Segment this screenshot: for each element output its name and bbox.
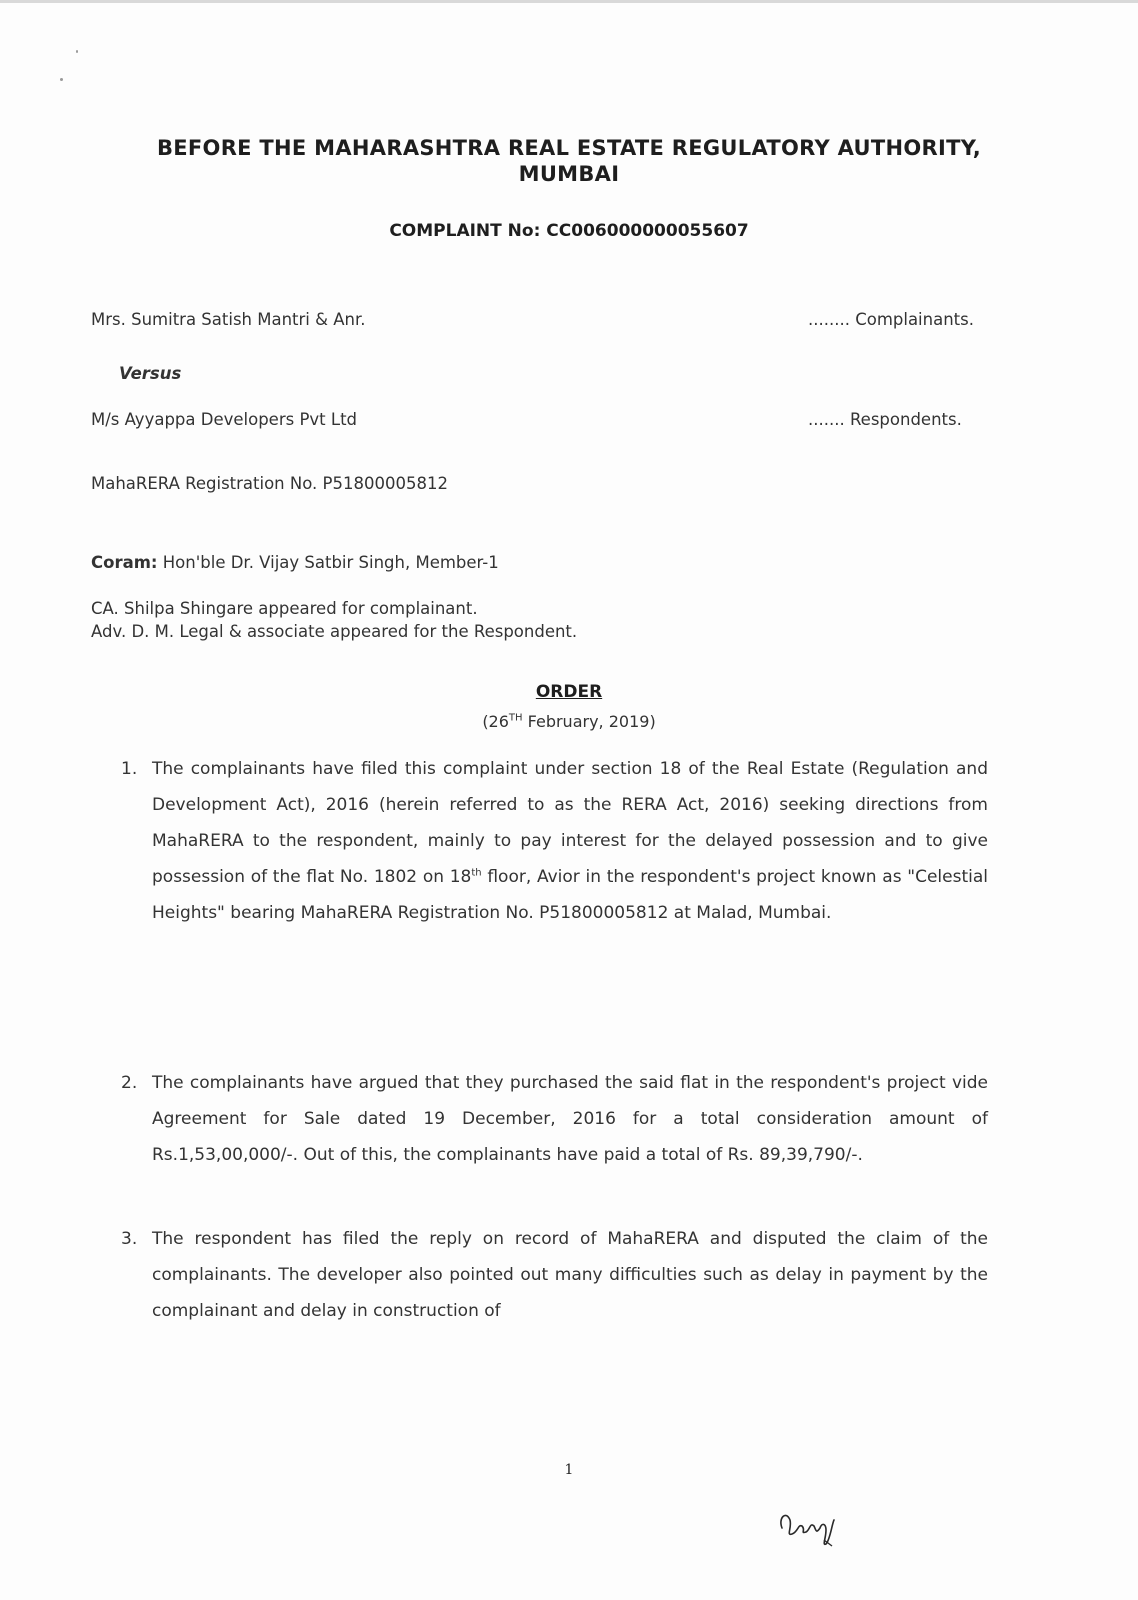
coram-text: Hon'ble Dr. Vijay Satbir Singh, Member-1 xyxy=(162,553,499,572)
order-title: ORDER xyxy=(535,682,603,702)
respondent-role: ....... Respondents. xyxy=(808,410,962,429)
versus-label: Versus xyxy=(119,364,182,383)
authority-city: MUMBAI xyxy=(518,162,620,186)
coram-label: Coram: xyxy=(91,553,158,572)
authority-title: BEFORE THE MAHARASHTRA REAL ESTATE REGULATORY AUTHORITY, xyxy=(156,136,982,160)
paragraph-1: 1. The complainants have filed this complaint under section 18 of the Real Estate (Regulation and Development Act), 2016 (herein referred to as the RERA Act, 2016) seeking directions from MahaRERA to the respondent, mainly to pay interest for the delayed possession and to give possession of the flat No. 1802 on 18th floor, Avior in the respondent's project known as "Celestial Heights" bearing MahaRERA Registration No. P51800005812 at Malad, Mumbai. xyxy=(152,751,988,931)
order-date: (26TH February, 2019) xyxy=(482,712,656,731)
signature-icon xyxy=(776,1500,856,1550)
scan-speck xyxy=(60,78,63,81)
paragraph-number: 3. xyxy=(121,1229,138,1249)
page-number: 1 xyxy=(564,1462,574,1478)
paragraph-3: 3. The respondent has filed the reply on record of MahaRERA and disputed the claim of the complainants. The developer also pointed out many difficulties such as delay in payment by the complainant and delay in construction of xyxy=(152,1221,988,1329)
complaint-number: COMPLAINT No: CC006000000055607 xyxy=(389,221,749,241)
scan-edge xyxy=(0,0,1138,3)
respondent-name: M/s Ayyappa Developers Pvt Ltd xyxy=(91,410,358,429)
complainant-appearance: CA. Shilpa Shingare appeared for complainant. xyxy=(91,599,478,618)
paragraph-number: 2. xyxy=(121,1073,138,1093)
paragraph-number: 1. xyxy=(121,759,138,779)
coram-line xyxy=(91,553,499,572)
complainant-role: ........ Complainants. xyxy=(808,310,974,329)
respondent-appearance: Adv. D. M. Legal & associate appeared for the Respondent. xyxy=(91,622,578,641)
registration-number: MahaRERA Registration No. P51800005812 xyxy=(91,474,448,493)
complainant-name: Mrs. Sumitra Satish Mantri & Anr. xyxy=(91,310,366,329)
scan-speck xyxy=(76,50,78,53)
paragraph-2: 2. The complainants have argued that they purchased the said flat in the respondent's project vide Agreement for Sale dated 19 December, 2016 for a total consideration amount of Rs.1,53,00,000/-. Out of this, the complainants have paid a total of Rs. 89,39,790/-. xyxy=(152,1065,988,1173)
